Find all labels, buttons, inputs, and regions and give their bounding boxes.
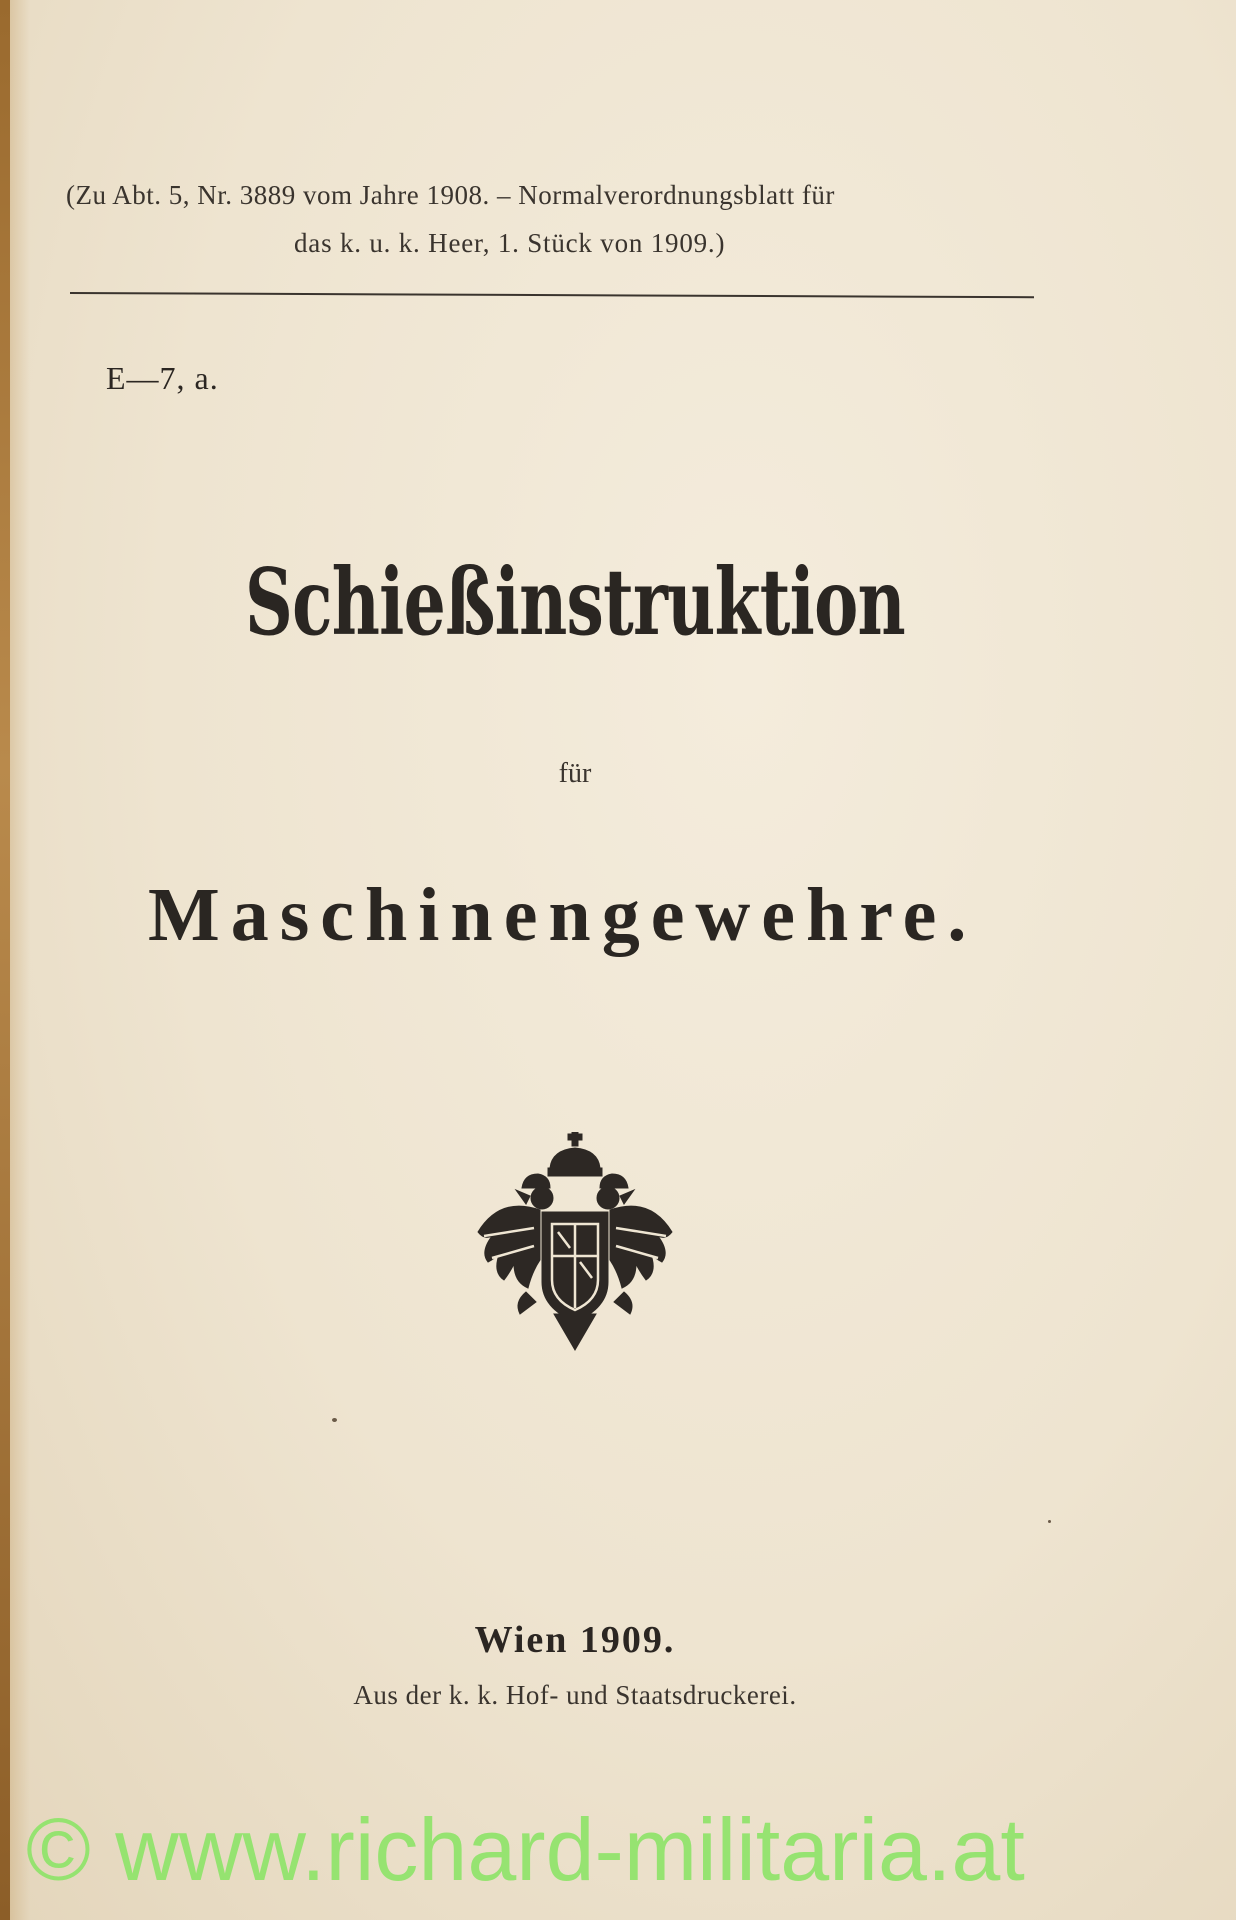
document-title: Schießinstruktion: [245, 548, 905, 656]
document-identifier: E—7, a.: [106, 360, 219, 396]
header-line-1: (Zu Abt. 5, Nr. 3889 vom Jahre 1908. – Normalverordnungsblatt für: [66, 180, 835, 210]
header-line-2: das k. u. k. Heer, 1. Stück von 1909.): [294, 228, 726, 258]
place-and-year: Wien 1909.: [474, 1619, 676, 1661]
header-note: [66, 180, 1036, 270]
paper-speck: [332, 1418, 337, 1422]
document-subtitle: Maschinengewehre.: [148, 873, 978, 957]
copyright-watermark: © www.richard-militaria.at: [26, 1800, 1025, 1899]
title-connector: für: [558, 758, 592, 789]
publisher-line: Aus der k. k. Hof- und Staatsdruckerei.: [353, 1680, 797, 1710]
double-headed-eagle-crest-icon: [470, 1132, 680, 1352]
paper-speck: [1048, 1520, 1051, 1523]
header-divider: [70, 292, 1034, 298]
